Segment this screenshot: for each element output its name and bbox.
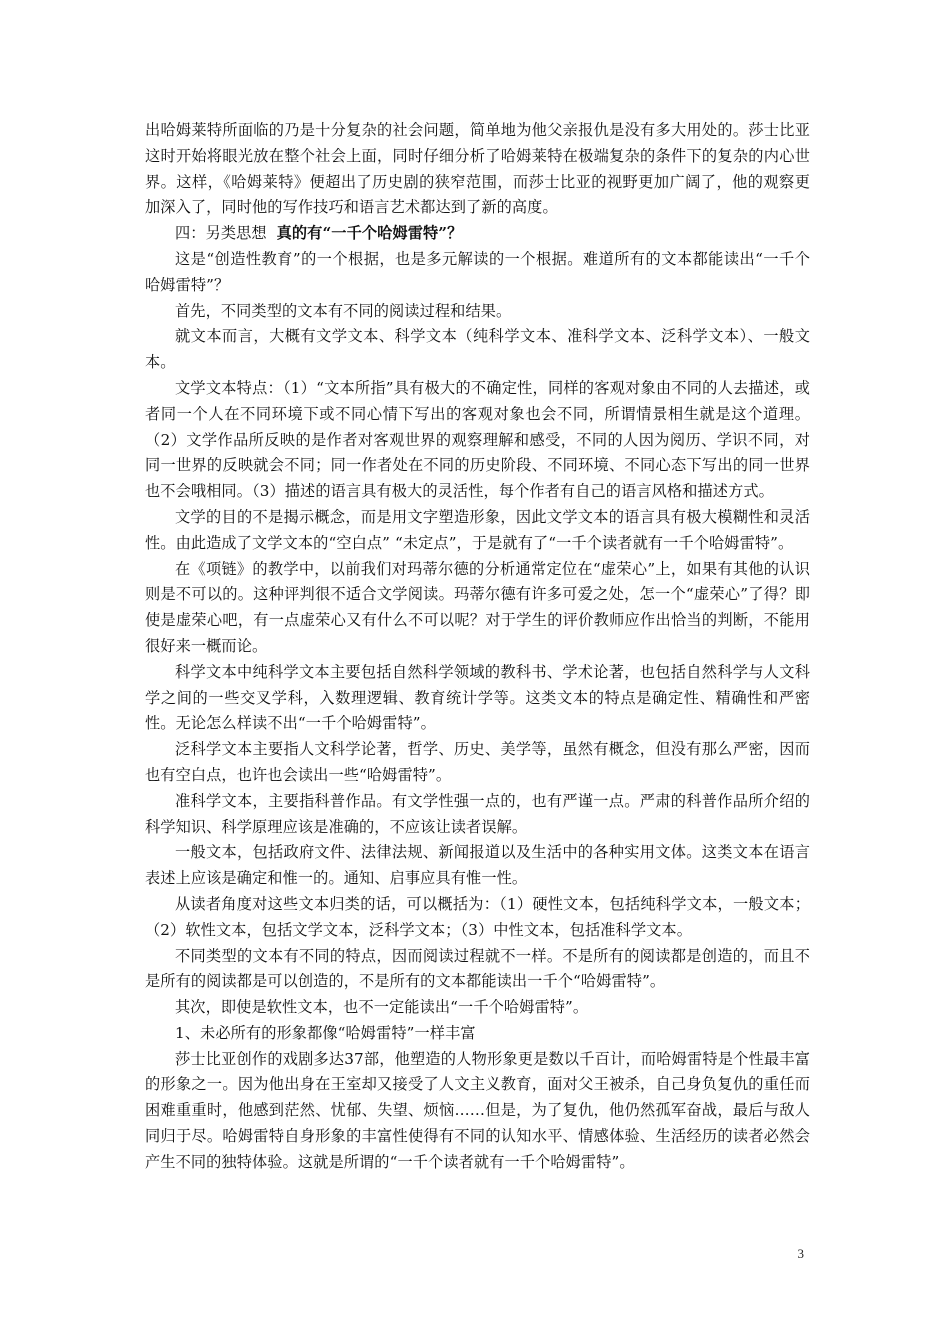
document-page bbox=[145, 118, 810, 1176]
paragraph: 泛科学文本主要指人文科学论著，哲学、历史、美学等，虽然有概念，但没有那么严密，因而也有空白点，也许也会读出一些“哈姆雷特”。 bbox=[145, 740, 810, 784]
paragraph: 准科学文本，主要指科普作品。有文学性强一点的，也有严谨一点。严肃的科普作品所介绍的科学知识、科学原理应该是准确的，不应该让读者误解。 bbox=[145, 791, 810, 836]
paragraph: 莎士比亚创作的戏剧多达37部，他塑造的人物形象更是数以千百计，而哈姆雷特是个性最丰富的形象之一。因为他出身在王室却又接受了人文主义教育，面对父王被杀，自己身负复仇的重任而困难重重时，他感到茫然、忧郁、失望、烦恼……但是，为了复仇，他仍然孤军奋战，最后与敌人同归于尽。哈姆雷特自身形象的丰富性使得有不同的认知水平、情感体验、生活经历的读者必然会产生不同的独特体验。这就是所谓的“一千个读者就有一千个哈姆雷特”。 bbox=[145, 1049, 810, 1171]
paragraph: 在《项链》的教学中，以前我们对玛蒂尔德的分析通常定位在“虚荣心”上，如果有其他的认识则是不可以的。这种评判很不适合文学阅读。玛蒂尔德有许多可爱之处，怎一个“虚荣心”了得？即使是虚荣心吧，有一点虚荣心又有什么不可以呢？对于学生的评价教师应作出恰当的判断，不能用很好来一概而论。 bbox=[145, 559, 810, 655]
paragraph: 从读者角度对这些文本归类的话，可以概括为：（1）硬性文本，包括纯科学文本，一般文本；（2）软性文本，包括文学文本，泛科学文本；（3）中性文本，包括准科学文本。 bbox=[145, 894, 810, 939]
paragraph: 1、未必所有的形象都像“哈姆雷特”一样丰富 bbox=[175, 1023, 476, 1042]
page-number: 3 bbox=[797, 1246, 804, 1261]
paragraph: 一般文本，包括政府文件、法律法规、新闻报道以及生活中的各种实用文体。这类文本在语言表述上应该是确定和惟一的。通知、启事应具有惟一性。 bbox=[145, 843, 810, 888]
section-heading-prefix: 四：另类思想 bbox=[175, 224, 267, 243]
paragraph: 这是“创造性教育”的一个根据，也是多元解读的一个根据。难道所有的文本都能读出“一千个哈姆雷特”？ bbox=[145, 249, 810, 294]
paragraph: 就文本而言，大概有文学文本、科学文本（纯科学文本、准科学文本、泛科学文本）、一般文本。 bbox=[145, 327, 810, 372]
paragraph: 首先，不同类型的文本有不同的阅读过程和结果。 bbox=[175, 301, 512, 320]
paragraph: 科学文本中纯科学文本主要包括自然科学领域的教科书、学术论著，也包括自然科学与人文科学之间的一些交叉学科，入数理逻辑、教育统计学等。这类文本的特点是确定性、精确性和严密性。无论怎么样读不出“一千个哈姆雷特”。 bbox=[145, 662, 810, 733]
paragraph: 文学的目的不是揭示概念，而是用文字塑造形象，因此文学文本的语言具有极大模糊性和灵活性。由此造成了文学文本的“空白点” “未定点”，于是就有了“一千个读者就有一千个哈姆雷特”。 bbox=[145, 507, 810, 552]
section-heading bbox=[145, 221, 810, 247]
paragraph: 文学文本特点：（1）“文本所指”具有极大的不确定性，同样的客观对象由不同的人去描述，或者同一个人在不同环境下或不同心情下写出的客观对象也会不同，所谓情景相生就是这个道理。（2）文学作品所反映的是作者对客观世界的观察理解和感受，不同的人因为阅历、学识不同，对同一世界的反映就会不同；同一作者处在不同的历史阶段、不同环境、不同心态下写出的同一世界也不会哦相同。（3）描述的语言具有极大的灵活性，每个作者有自己的语言风格和描述方式。 bbox=[145, 378, 810, 501]
paragraph: 出哈姆莱特所面临的乃是十分复杂的社会问题，简单地为他父亲报仇是没有多大用处的。莎士比亚这时开始将眼光放在整个社会上面，同时仔细分析了哈姆莱特在极端复杂的条件下的复杂的内心世界。这样，《哈姆莱特》便超出了历史剧的狭窄范围，而莎士比亚的视野更加广阔了，他的观察更加深入了，同时他的写作技巧和语言艺术都达到了新的高度。 bbox=[145, 121, 810, 217]
paragraph: 其次，即使是软性文本，也不一定能读出“一千个哈姆雷特”。 bbox=[175, 998, 589, 1017]
paragraph: 不同类型的文本有不同的特点，因而阅读过程就不一样。不是所有的阅读都是创造的，而且不是所有的阅读都是可以创造的，不是所有的文本都能读出一千个“哈姆雷特”。 bbox=[145, 946, 810, 991]
section-heading-title: 真的有“一千个哈姆雷特”？ bbox=[276, 224, 463, 243]
